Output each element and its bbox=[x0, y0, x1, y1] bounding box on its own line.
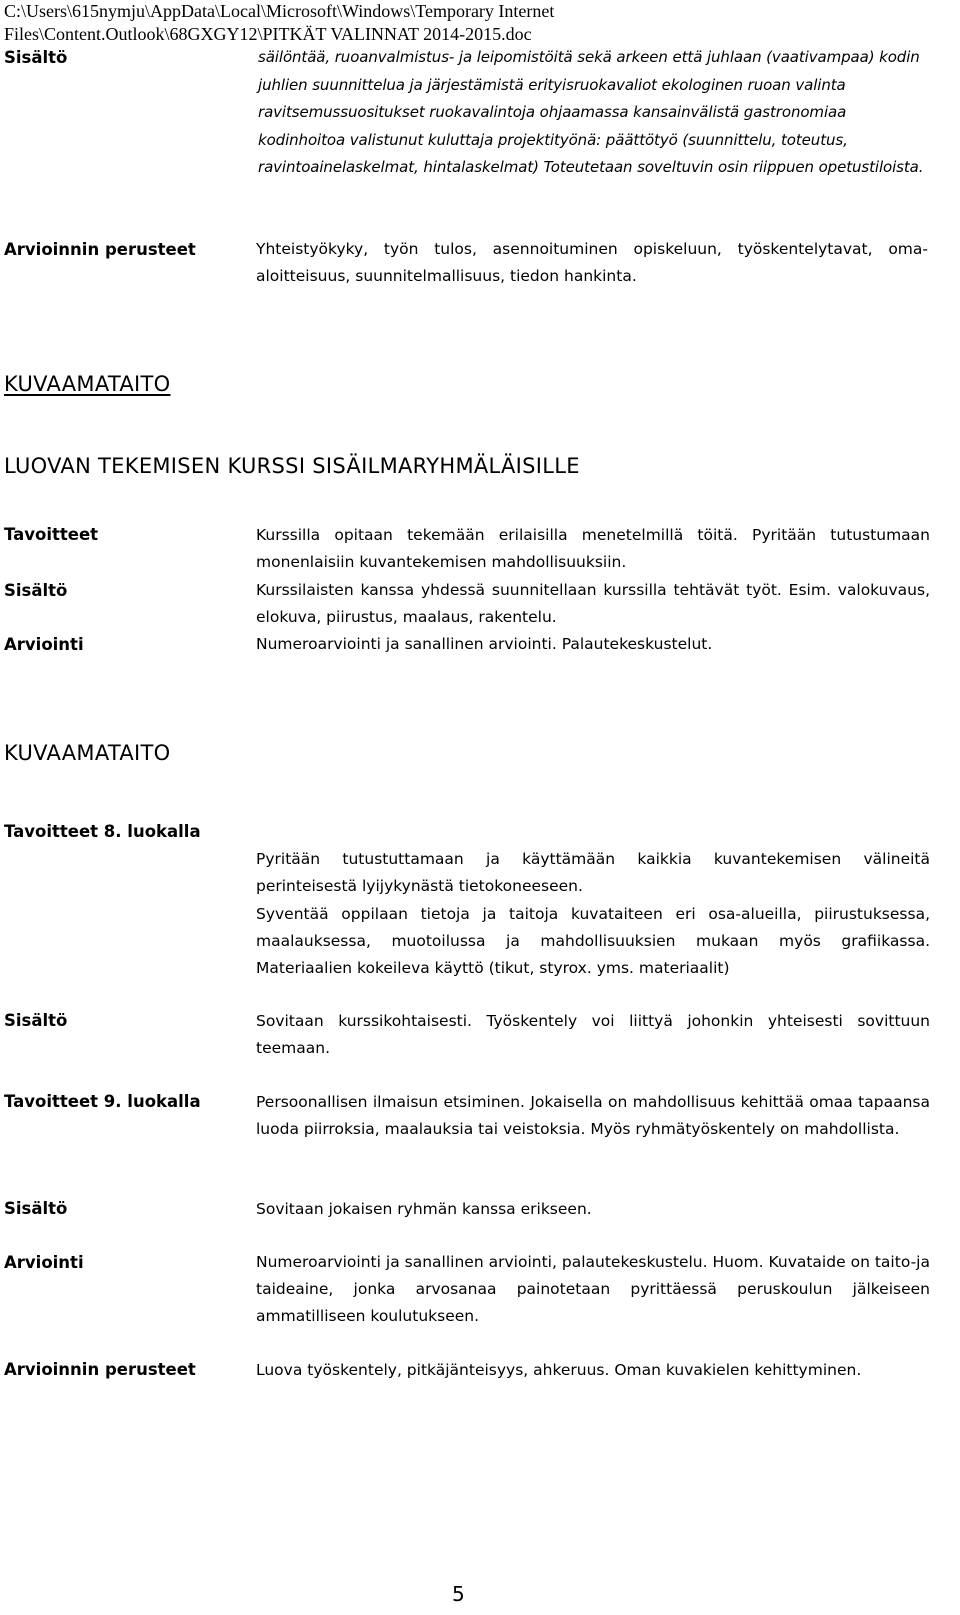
label-arviointi-1: Arviointi bbox=[4, 635, 84, 654]
text-sisalto-9: Sovitaan jokaisen ryhmän kanssa erikseen. bbox=[256, 1200, 592, 1218]
label-sisalto-1: Sisältö bbox=[4, 581, 68, 600]
text-tavoitteet-8-p1: Pyritään tutustuttamaan ja käyttämään kaikkia kuvantekemisen välineitä perinteisestä lyijykynästä tietokoneeseen. bbox=[256, 850, 930, 895]
file-path-header bbox=[4, 0, 944, 46]
subheading-luovan-tekemisen: LUOVAN TEKEMISEN KURSSI SISÄILMARYHMÄLÄISILLE bbox=[4, 454, 580, 478]
file-path-line-2: Files\Content.Outlook\68GXGY12\PITKÄT VALINNAT 2014-2015.doc bbox=[4, 24, 532, 44]
text-sisalto-1: Kurssilaisten kanssa yhdessä suunnitellaan kurssilla tehtävät työt. Esim. valokuvaus, elokuva, piirustus, maalaus, rakentelu. bbox=[256, 581, 930, 626]
label-sisalto-8: Sisältö bbox=[4, 1011, 68, 1030]
heading-kuvaamataito-2: KUVAAMATAITO bbox=[4, 741, 171, 765]
label-arviointi-2: Arviointi bbox=[4, 1253, 84, 1272]
label-tavoitteet-9-luokalla: Tavoitteet 9. luokalla bbox=[4, 1092, 201, 1111]
text-arvioinnin-perusteet-2: Luova työskentely, pitkäjänteisyys, ahkeruus. Oman kuvakielen kehittyminen. bbox=[256, 1361, 862, 1379]
text-tavoitteet-8-p2: Syventää oppilaan tietoja ja taitoja kuvataiteen eri osa-alueilla, piirustuksessa, maalauksessa, muotoilussa ja mahdollisuuksien mukaan myös grafiikassa. Materiaalien kokeileva käyttö (tikut, styrox. yms. materiaalit) bbox=[256, 905, 930, 977]
label-sisalto-top: Sisältö bbox=[4, 48, 68, 67]
text-arviointi-2: Numeroarviointi ja sanallinen arviointi, palautekeskustelu. Huom. Kuvataide on taito-ja taideaine, jonka arvosanaa painotetaan pyrittäessä peruskoulun jälkeiseen ammatilliseen koulutukseen. bbox=[256, 1253, 930, 1325]
text-arvioinnin-perusteet-top: Yhteistyökyky, työn tulos, asennoituminen opiskeluun, työskentelytavat, oma-aloitteisuus, suunnitelmallisuus, tiedon hankinta. bbox=[256, 240, 928, 285]
label-tavoitteet-1: Tavoitteet bbox=[4, 525, 99, 544]
text-sisalto-8: Sovitaan kurssikohtaisesti. Työskentely voi liittyä johonkin yhteisesti sovittuun teemaan. bbox=[256, 1012, 930, 1057]
label-arvioinnin-perusteet-top: Arvioinnin perusteet bbox=[4, 240, 196, 259]
page-number: 5 bbox=[452, 1582, 465, 1606]
text-sisalto-top: säilöntää, ruoanvalmistus- ja leipomistöitä sekä arkeen että juhlaan (vaativampaa) kodin juhlien suunnittelua ja järjestämistä erityisruokavaliot ekologinen ruoan valinta ravitsemussuositukset ruokavalintoja ohjaamassa kansainvälistä gastronomiaa kodinhoitoa valistunut kuluttaja projektityönä: päättötyö (suunnittelu, toteutus, ravintoainelaskelmat, hintalaskelmat) Toteutetaan soveltuvin osin riippuen opetustiloista. bbox=[258, 48, 924, 176]
label-tavoitteet-8-luokalla: Tavoitteet 8. luokalla bbox=[4, 822, 201, 841]
text-tavoitteet-1: Kurssilla opitaan tekemään erilaisilla menetelmillä töitä. Pyritään tutustumaan monenlaisiin kuvantekemisen mahdollisuuksiin. bbox=[256, 526, 930, 571]
label-sisalto-9: Sisältö bbox=[4, 1199, 68, 1218]
text-arviointi-1: Numeroarviointi ja sanallinen arviointi. Palautekeskustelut. bbox=[256, 635, 713, 653]
file-path-line-1: C:\Users\615nymju\AppData\Local\Microsoft\Windows\Temporary Internet bbox=[4, 1, 555, 21]
label-arvioinnin-perusteet-2: Arvioinnin perusteet bbox=[4, 1360, 196, 1379]
text-tavoitteet-9: Persoonallisen ilmaisun etsiminen. Jokaisella on mahdollisuus kehittää omaa tapaansa luoda piirroksia, maalauksia tai veistoksia. Myös ryhmätyöskentely on mahdollista. bbox=[256, 1093, 930, 1138]
heading-kuvaamataito-1: KUVAAMATAITO bbox=[4, 372, 171, 396]
